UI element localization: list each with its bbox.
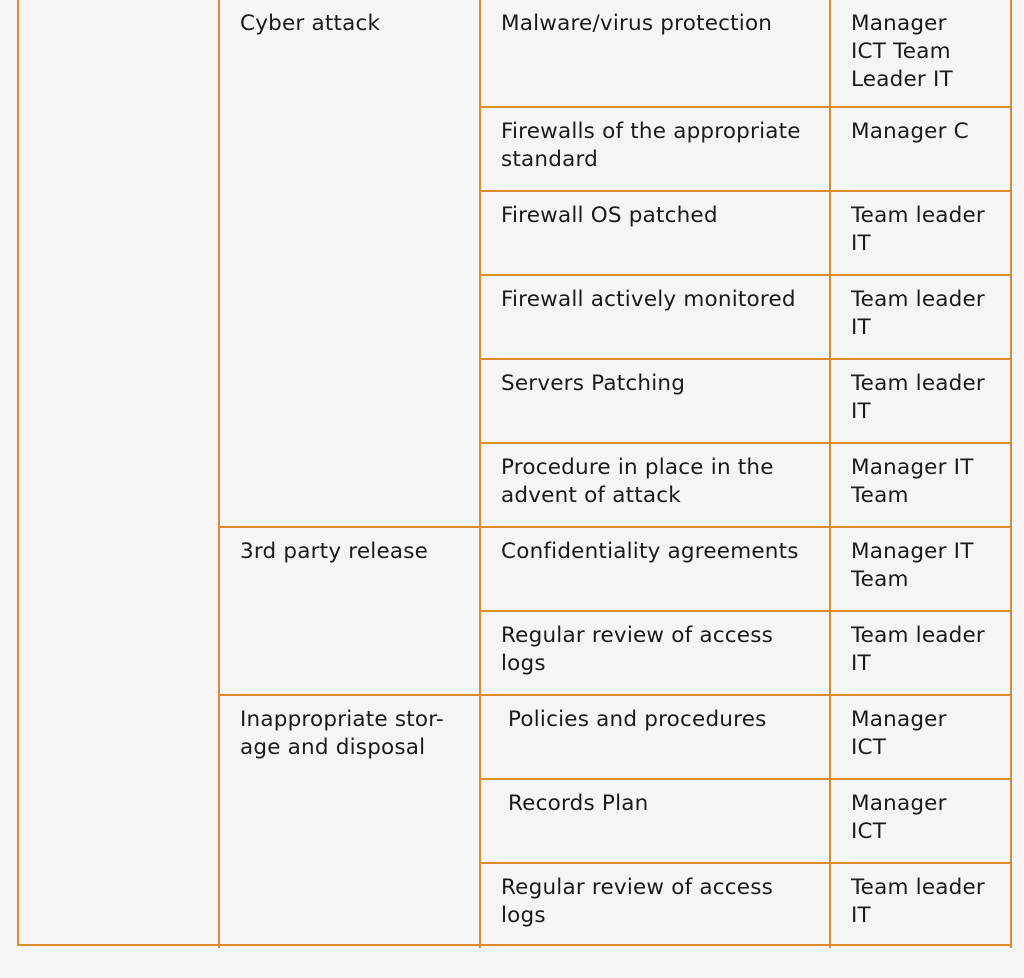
owner-line: Manager IT [851,539,974,564]
control-cell [481,0,831,108]
threat-cell [220,528,481,696]
threat-label: Inappropriate stor-age and disposal [240,707,444,760]
owner-cell [831,528,1012,612]
control-cell [481,864,831,948]
owner-line: ICT [851,819,887,844]
control-cell [481,192,831,276]
owner-line: Leader IT [851,67,953,92]
category-cell [19,0,220,948]
control-label: Regular review of access logs [501,623,774,676]
threat-label: 3rd party release [240,539,429,564]
owner-line: Manager [851,707,947,732]
owner-cell [831,444,1012,528]
owner-line: Team [851,483,909,508]
owner-cell [831,0,1012,108]
owner-line: Team leader [851,287,985,312]
owner-line: Team leader [851,203,985,228]
owner-cell [831,192,1012,276]
owner-line: IT [851,651,871,676]
control-label: Malware/virus protection [501,11,773,36]
control-label: Procedure in place in the advent of attack [501,455,774,508]
owner-line: IT [851,315,871,340]
owner-cell [831,276,1012,360]
owner-cell [831,780,1012,864]
owner-line: Manager IT [851,455,974,480]
owner-cell [831,360,1012,444]
owner-cell [831,864,1012,948]
owner-line: Manager C [851,119,969,144]
owner-line: Team leader [851,371,985,396]
control-label: Servers Patching [501,371,686,396]
control-label: Confidentiality agreements [501,539,799,564]
control-cell [481,780,831,864]
control-label: Regular review of access logs [501,875,774,928]
owner-line: IT [851,903,871,928]
owner-line: IT [851,231,871,256]
owner-line: Manager [851,791,947,816]
control-label: Policies and procedures [508,707,767,732]
owner-cell [831,108,1012,192]
control-cell [481,444,831,528]
owner-cell [831,696,1012,780]
control-label: Firewall actively monitored [501,287,796,312]
threat-cell [220,0,481,528]
owner-line: Team leader [851,875,985,900]
control-label: Records Plan [508,791,649,816]
control-cell [481,528,831,612]
owner-line: ICT Team [851,39,951,64]
control-cell [481,108,831,192]
owner-cell [831,612,1012,696]
threat-cell [220,696,481,948]
owner-line: ICT [851,735,887,760]
control-cell [481,696,831,780]
control-cell [481,360,831,444]
control-label: Firewalls of the appropriate standard [501,119,801,172]
control-label: Firewall OS patched [501,203,718,228]
owner-line: Manager [851,11,947,36]
owner-line: Team leader [851,623,985,648]
risk-control-table [17,0,1010,946]
control-cell [481,276,831,360]
owner-line: Team [851,567,909,592]
control-cell [481,612,831,696]
owner-line: IT [851,399,871,424]
threat-label: Cyber attack [240,11,381,36]
